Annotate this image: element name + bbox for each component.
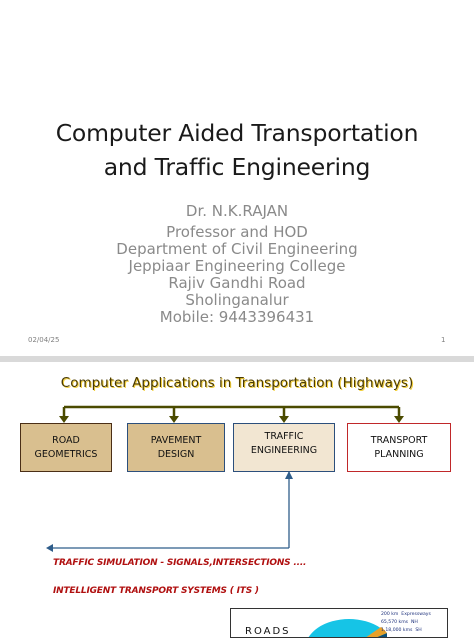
legend-item: 1,18,000 kms SH [381, 628, 422, 633]
road-geometrics-label-line-2: GEOMETRICS [34, 448, 98, 460]
author-position: Professor and HOD [166, 223, 308, 241]
pavement-design-label-line-1: PAVEMENT [150, 434, 202, 446]
traffic-simulation-item: TRAFFIC SIMULATION - SIGNALS,INTERSECTIONS .... [53, 558, 307, 568]
traffic-engineering-label-line-2: ENGINEERING [250, 445, 318, 456]
transport-planning-label-line-1: TRANSPORT [370, 434, 428, 446]
transport-planning-label-line-2: PLANNING [374, 448, 424, 460]
author-road: Rajiv Gandhi Road [168, 274, 306, 292]
roads-legend [381, 611, 431, 635]
traffic-engineering-label-line-1: TRAFFIC [264, 431, 304, 442]
presentation-title-line-2: and Traffic Engineering [103, 153, 371, 181]
legend-item: 65,570 kms NH [381, 620, 418, 625]
author-name: Dr. N.K.RAJAN [185, 202, 289, 220]
slide-date: 02/04/25 [28, 336, 60, 344]
its-item: INTELLIGENT TRANSPORT SYSTEMS ( ITS ) [53, 586, 259, 596]
slide-page-number: 1 [441, 336, 446, 344]
pavement-design-box [127, 423, 225, 472]
roads-pie-icon [297, 611, 387, 638]
road-geometrics-box [20, 423, 112, 472]
transport-planning-box [347, 423, 451, 472]
road-geometrics-label-line-1: ROAD [52, 434, 80, 446]
author-college: Jeppiaar Engineering College [128, 257, 346, 275]
pavement-design-label-line-2: DESIGN [157, 448, 195, 460]
applications-slide [0, 362, 474, 637]
roads-label: ROADS [245, 626, 291, 637]
traffic-engineering-box [233, 423, 335, 472]
legend-item: 200 km Expressways [381, 612, 431, 617]
roads-inset-figure [230, 608, 448, 638]
presentation-title-line-1: Computer Aided Transportation [55, 119, 419, 147]
author-locality: Sholinganalur [185, 291, 289, 309]
author-department: Department of Civil Engineering [116, 240, 358, 258]
applications-title: Computer Applications in Transportation (Highways) [60, 375, 414, 391]
author-mobile: Mobile: 9443396431 [159, 308, 315, 326]
